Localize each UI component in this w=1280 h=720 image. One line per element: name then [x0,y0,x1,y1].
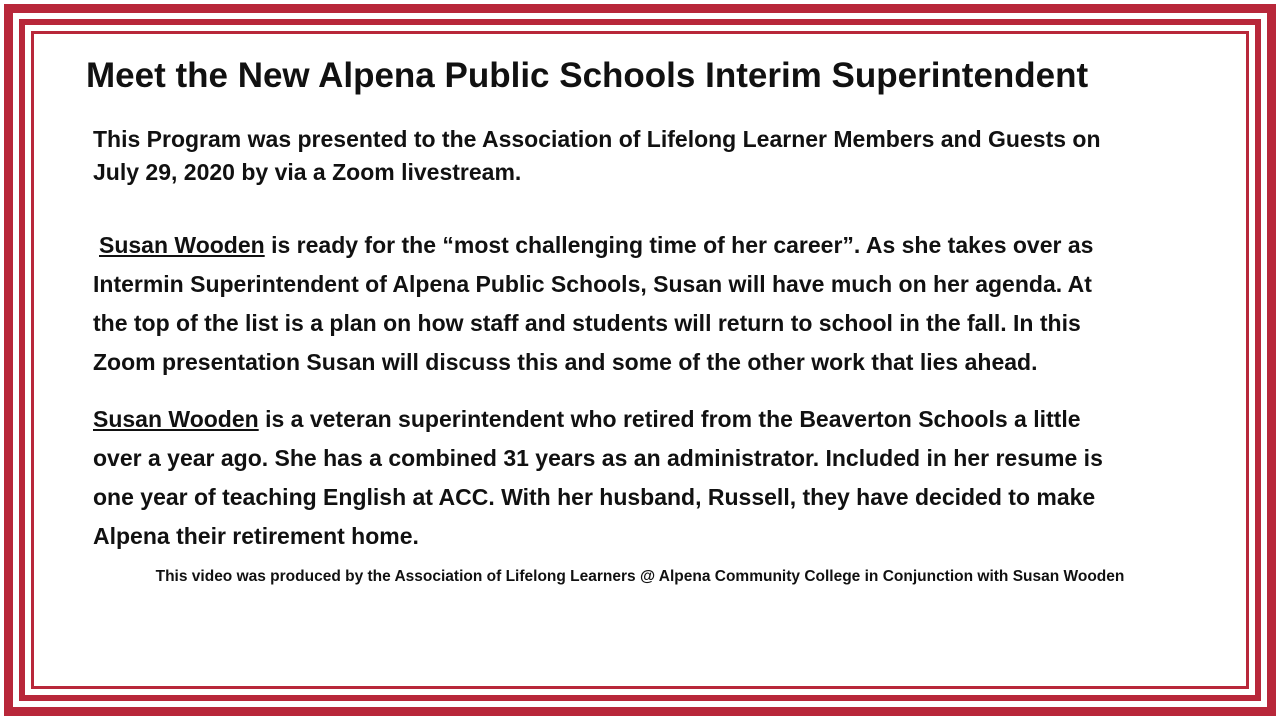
slide-content [34,34,1246,686]
page-title: Meet the New Alpena Public Schools Interim Superintendent [86,56,1089,95]
intro-line-2: July 29, 2020 by via a Zoom livestream. [93,159,522,185]
agenda-line-3: the top of the list is a plan on how staff and students will return to school in the fall. In this [93,310,1081,336]
agenda-line-1 [99,226,1093,265]
agenda-paragraph [93,226,1193,382]
bio-line-2: over a year ago. She has a combined 31 years as an administrator. Included in her resume is [93,445,1103,471]
bio-line-3: one year of teaching English at ACC. With her husband, Russell, they have decided to make [93,484,1096,510]
production-credit: This video was produced by the Association of Lifelong Learners @ Alpena Community College in Conjunction with Susan Wooden [155,568,1125,585]
intro-paragraph [93,123,1193,189]
bio-line-1 [93,400,1081,439]
speaker-name: Susan Wooden [93,406,259,432]
agenda-line-4: Zoom presentation Susan will discuss this and some of the other work that lies ahead. [93,349,1038,375]
intro-line-1: This Program was presented to the Association of Lifelong Learner Members and Guests on [93,126,1101,152]
agenda-line-1-text: is ready for the “most challenging time of her career”. As she takes over as [264,232,1094,258]
bio-line-4: Alpena their retirement home. [93,523,419,549]
bio-paragraph [93,400,1193,556]
agenda-line-2: Intermin Superintendent of Alpena Public Schools, Susan will have much on her agenda. At [93,271,1092,297]
bio-line-1-text: is a veteran superintendent who retired from the Beaverton Schools a little [258,406,1081,432]
speaker-name: Susan Wooden [99,232,265,258]
